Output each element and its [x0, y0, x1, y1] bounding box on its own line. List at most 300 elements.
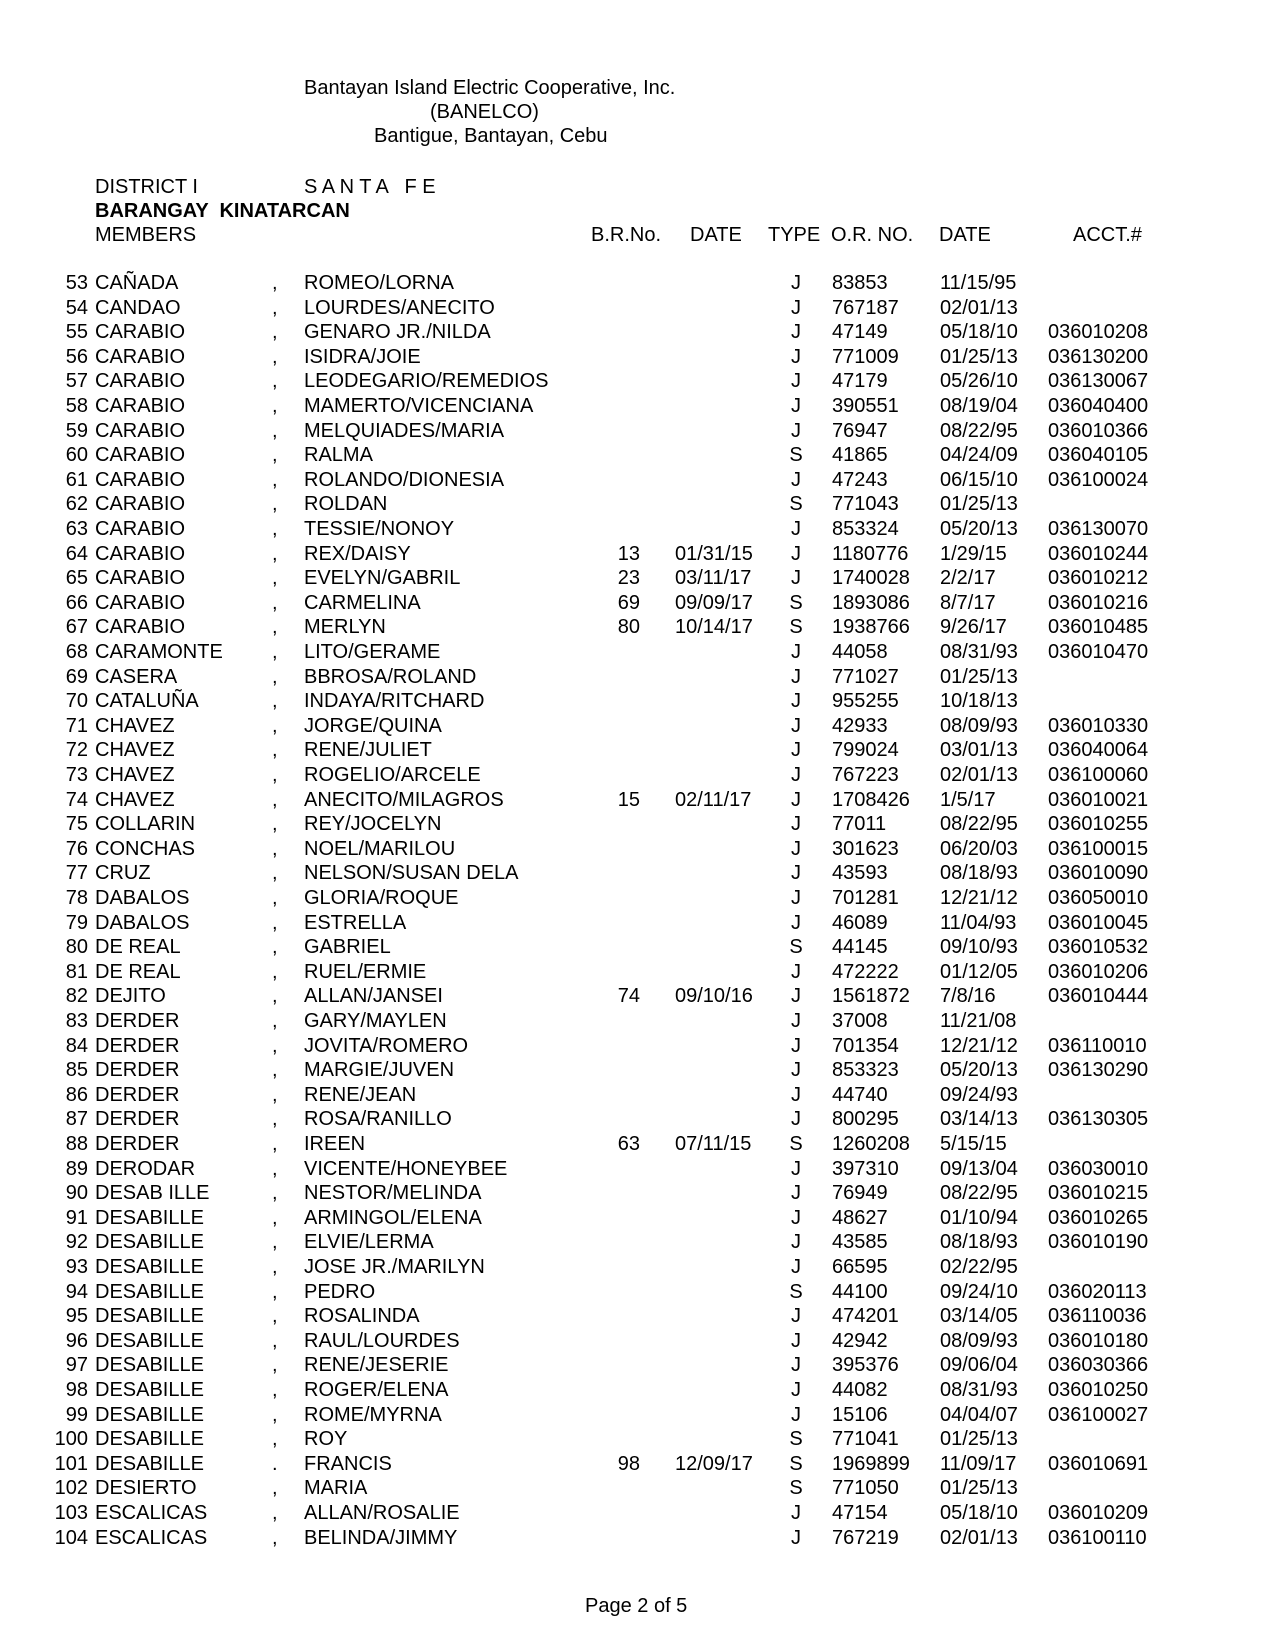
separator: , [272, 1526, 278, 1549]
member-type: J [791, 1526, 801, 1549]
row-number: 84 [65, 1034, 88, 1057]
member-type: J [791, 1083, 801, 1106]
account-number: 036010366 [1048, 419, 1149, 442]
member-type: S [789, 493, 803, 516]
row-number: 86 [65, 1083, 88, 1106]
last-name: DESABILLE [95, 1354, 204, 1377]
first-names: MARGIE/JUVEN [304, 1059, 455, 1082]
first-names: GENARO JR./NILDA [304, 321, 491, 344]
account-number: 036010470 [1048, 641, 1149, 663]
or-date: 5/15/15 [940, 1133, 1007, 1155]
or-number: 66595 [832, 1256, 888, 1278]
or-date: 08/09/93 [940, 714, 1018, 737]
account-number: 036010180 [1048, 1329, 1149, 1352]
separator: , [272, 837, 278, 860]
or-date: 05/18/10 [940, 1502, 1018, 1524]
separator: , [272, 321, 278, 344]
member-type: J [791, 1305, 801, 1328]
member-type: S [789, 616, 803, 639]
first-names: ESTRELLA [304, 911, 407, 934]
row-number: 57 [65, 370, 88, 393]
member-type: J [791, 1108, 801, 1131]
or-number: 47154 [832, 1502, 888, 1524]
last-name: CARABIO [95, 345, 186, 368]
or-number: 44145 [832, 936, 888, 959]
or-number: 1561872 [832, 985, 910, 1008]
row-number: 102 [54, 1477, 88, 1500]
table-row [0, 1304, 1275, 1328]
member-type: J [791, 985, 801, 1008]
member-type: J [791, 1379, 801, 1401]
account-number: 036130200 [1048, 345, 1149, 368]
separator: , [272, 1157, 278, 1180]
col-type: TYPE [768, 224, 821, 246]
table-row [0, 1353, 1275, 1377]
first-names: LEODEGARIO/REMEDIOS [304, 370, 549, 393]
first-names: ROME/MYRNA [304, 1403, 442, 1426]
first-names: ISIDRA/JOIE [304, 345, 421, 368]
row-number: 54 [65, 296, 88, 319]
or-number: 853323 [832, 1059, 899, 1082]
separator: , [272, 1133, 278, 1155]
account-number: 036010255 [1048, 813, 1149, 836]
table-row [0, 369, 1275, 393]
or-number: 1260208 [832, 1133, 910, 1155]
last-name: DERDER [95, 1108, 180, 1131]
table-row [0, 296, 1275, 320]
last-name: CARABIO [95, 395, 186, 417]
last-name: DESABILLE [95, 1452, 204, 1475]
member-type: J [791, 690, 801, 713]
or-date: 01/25/13 [940, 1477, 1018, 1500]
member-type: J [791, 1206, 801, 1229]
member-type: J [791, 887, 801, 909]
separator: , [272, 395, 278, 417]
or-number: 800295 [832, 1108, 899, 1131]
row-number: 72 [65, 739, 88, 762]
or-number: 47243 [832, 468, 888, 491]
first-names: GARY/MAYLEN [304, 1010, 447, 1032]
first-names: BELINDA/JIMMY [304, 1526, 458, 1549]
member-type: S [789, 936, 803, 959]
table-row [0, 542, 1275, 566]
or-date: 8/7/17 [940, 591, 996, 614]
last-name: DERDER [95, 1133, 180, 1155]
first-names: JOSE JR./MARILYN [304, 1256, 485, 1278]
member-type: J [791, 272, 801, 294]
or-date: 05/26/10 [940, 370, 1018, 393]
separator: , [272, 296, 278, 319]
row-number: 95 [65, 1305, 88, 1328]
first-names: ROSALINDA [304, 1305, 420, 1328]
first-names: REY/JOCELYN [304, 813, 442, 836]
member-type: J [791, 1182, 801, 1205]
member-type: S [789, 1133, 803, 1155]
or-number: 771009 [832, 345, 899, 368]
row-number: 104 [54, 1526, 88, 1549]
table-row [0, 468, 1275, 492]
or-number: 1740028 [832, 567, 910, 590]
or-number: 767223 [832, 764, 899, 786]
last-name: CHAVEZ [95, 714, 175, 737]
or-date: 09/13/04 [940, 1157, 1018, 1180]
last-name: DESABILLE [95, 1305, 204, 1328]
row-number: 103 [54, 1502, 88, 1524]
table-row [0, 640, 1275, 664]
last-name: DERDER [95, 1034, 180, 1057]
last-name: ESCALICAS [95, 1526, 208, 1549]
account-number: 036010265 [1048, 1206, 1149, 1229]
or-date: 11/09/17 [940, 1452, 1017, 1475]
separator: . [272, 1452, 278, 1475]
separator: , [272, 1010, 278, 1032]
first-names: RENE/JEAN [304, 1083, 417, 1106]
member-type: J [791, 1403, 801, 1426]
br-date: 09/09/17 [675, 591, 753, 614]
col-members: MEMBERS [95, 224, 197, 246]
last-name: CAÑADA [95, 272, 179, 294]
br-date: 01/31/15 [675, 542, 753, 565]
table-row [0, 861, 1275, 885]
separator: , [272, 1034, 278, 1057]
separator: , [272, 739, 278, 762]
account-number: 036010021 [1048, 788, 1149, 811]
or-date: 08/19/04 [940, 395, 1018, 417]
or-date: 08/31/93 [940, 1379, 1018, 1401]
municipality-label: S A N T A F E [304, 176, 436, 198]
last-name: DESABILLE [95, 1280, 204, 1303]
member-type: J [791, 788, 801, 811]
or-date: 08/18/93 [940, 1231, 1018, 1254]
or-date: 01/10/94 [940, 1206, 1018, 1229]
member-type: J [791, 911, 801, 934]
last-name: DE REAL [95, 960, 181, 983]
first-names: ROSA/RANILLO [304, 1108, 452, 1131]
first-names: LOURDES/ANECITO [304, 296, 495, 319]
separator: , [272, 1059, 278, 1082]
first-names: IREEN [304, 1133, 366, 1155]
last-name: DESIERTO [95, 1477, 197, 1500]
separator: , [272, 1206, 278, 1229]
or-number: 47179 [832, 370, 888, 393]
last-name: CARABIO [95, 518, 186, 540]
or-number: 44058 [832, 641, 888, 663]
or-number: 47149 [832, 321, 888, 344]
row-number: 98 [65, 1379, 88, 1401]
table-row [0, 345, 1275, 369]
table-row [0, 1034, 1275, 1058]
separator: , [272, 1379, 278, 1401]
member-type: J [791, 1059, 801, 1082]
table-row [0, 320, 1275, 344]
first-names: EVELYN/GABRIL [304, 567, 461, 590]
account-number: 036100027 [1048, 1403, 1149, 1426]
or-number: 301623 [832, 837, 899, 860]
table-row [0, 1206, 1275, 1230]
separator: , [272, 813, 278, 836]
separator: , [272, 690, 278, 713]
last-name: CONCHAS [95, 837, 196, 860]
br-date: 07/11/15 [675, 1133, 752, 1155]
member-type: J [791, 1034, 801, 1057]
separator: , [272, 1354, 278, 1377]
account-number: 036130067 [1048, 370, 1149, 393]
or-number: 771050 [832, 1477, 899, 1500]
first-names: NELSON/SUSAN DELA [304, 862, 519, 885]
separator: , [272, 493, 278, 516]
separator: , [272, 518, 278, 540]
or-date: 01/25/13 [940, 493, 1018, 516]
row-number: 99 [65, 1403, 88, 1426]
separator: , [272, 1083, 278, 1106]
account-number: 036020113 [1048, 1280, 1147, 1303]
table-row [0, 394, 1275, 418]
account-number: 036010045 [1048, 911, 1149, 934]
row-number: 100 [54, 1428, 88, 1451]
last-name: CARABIO [95, 567, 186, 590]
or-number: 397310 [832, 1157, 899, 1180]
or-number: 799024 [832, 739, 899, 762]
separator: , [272, 1108, 278, 1131]
barangay-label: BARANGAY KINATARCAN [95, 200, 350, 222]
br-number: 63 [617, 1133, 640, 1155]
table-row [0, 738, 1275, 762]
member-type: J [791, 1256, 801, 1278]
separator: , [272, 567, 278, 590]
or-number: 83853 [832, 272, 888, 294]
member-type: S [789, 591, 803, 614]
account-number: 036100015 [1048, 837, 1149, 860]
row-number: 83 [65, 1010, 88, 1032]
row-number: 63 [65, 518, 88, 540]
org-abbreviation: (BANELCO) [430, 101, 539, 123]
last-name: DERDER [95, 1010, 180, 1032]
account-number: 036110036 [1048, 1305, 1147, 1328]
row-number: 93 [65, 1256, 88, 1278]
table-row [0, 960, 1275, 984]
table-row [0, 591, 1275, 615]
br-number: 74 [617, 985, 640, 1008]
member-type: S [789, 1452, 803, 1475]
table-row [0, 984, 1275, 1008]
account-number: 036130305 [1048, 1108, 1149, 1131]
or-date: 09/06/04 [940, 1354, 1018, 1377]
row-number: 92 [65, 1231, 88, 1254]
last-name: CHAVEZ [95, 788, 175, 811]
or-number: 44100 [832, 1280, 888, 1303]
table-row [0, 763, 1275, 787]
first-names: LITO/GERAME [304, 641, 441, 663]
or-date: 01/12/05 [940, 960, 1018, 983]
row-number: 60 [65, 444, 88, 467]
first-names: ROY [304, 1428, 348, 1451]
first-names: ROLDAN [304, 493, 388, 516]
col-or-no: O.R. NO. [831, 224, 914, 246]
last-name: DESABILLE [95, 1329, 204, 1352]
separator: , [272, 665, 278, 688]
br-number: 13 [617, 542, 640, 565]
first-names: REX/DAISY [304, 542, 411, 565]
member-type: J [791, 1354, 801, 1377]
row-number: 69 [65, 665, 88, 688]
member-type: J [791, 542, 801, 565]
or-number: 1708426 [832, 788, 910, 811]
or-date: 01/25/13 [940, 665, 1018, 688]
account-number: 036010215 [1048, 1182, 1149, 1205]
last-name: DESABILLE [95, 1403, 204, 1426]
first-names: TESSIE/NONOY [304, 518, 455, 540]
separator: , [272, 1329, 278, 1352]
last-name: DERODAR [95, 1157, 196, 1180]
separator: , [272, 1305, 278, 1328]
first-names: MERLYN [304, 616, 386, 639]
or-date: 09/24/10 [940, 1280, 1018, 1303]
row-number: 77 [65, 862, 88, 885]
member-type: J [791, 518, 801, 540]
account-number: 036010090 [1048, 862, 1149, 885]
row-number: 66 [65, 591, 88, 614]
last-name: CARABIO [95, 493, 186, 516]
account-number: 036010485 [1048, 616, 1149, 639]
first-names: ANECITO/MILAGROS [304, 788, 504, 811]
row-number: 87 [65, 1108, 88, 1131]
first-names: FRANCIS [304, 1452, 392, 1475]
row-number: 68 [65, 641, 88, 663]
member-type: J [791, 1329, 801, 1352]
table-row [0, 1058, 1275, 1082]
last-name: CARABIO [95, 370, 186, 393]
last-name: CARABIO [95, 419, 186, 442]
or-number: 77011 [832, 813, 887, 836]
or-number: 43593 [832, 862, 888, 885]
or-date: 03/01/13 [940, 739, 1018, 762]
or-number: 43585 [832, 1231, 888, 1254]
account-number: 036010444 [1048, 985, 1149, 1008]
separator: , [272, 764, 278, 786]
or-date: 02/01/13 [940, 764, 1018, 786]
member-type: J [791, 395, 801, 417]
or-date: 01/25/13 [940, 1428, 1018, 1451]
or-date: 06/20/03 [940, 837, 1018, 860]
separator: , [272, 788, 278, 811]
or-number: 767219 [832, 1526, 899, 1549]
or-date: 02/01/13 [940, 296, 1018, 319]
row-number: 56 [65, 345, 88, 368]
table-row [0, 837, 1275, 861]
table-row [0, 886, 1275, 910]
row-number: 53 [65, 272, 88, 294]
table-row [0, 788, 1275, 812]
account-number: 036040400 [1048, 395, 1149, 417]
table-row [0, 665, 1275, 689]
last-name: DESABILLE [95, 1256, 204, 1278]
or-number: 76947 [832, 419, 888, 442]
separator: , [272, 1502, 278, 1524]
account-number: 036010190 [1048, 1231, 1149, 1254]
last-name: DESABILLE [95, 1428, 204, 1451]
member-type: J [791, 1231, 801, 1254]
br-date: 09/10/16 [675, 985, 753, 1008]
or-number: 395376 [832, 1354, 899, 1377]
or-date: 08/22/95 [940, 813, 1018, 836]
account-number: 036010244 [1048, 542, 1149, 565]
member-type: S [789, 1280, 803, 1303]
row-number: 90 [65, 1182, 88, 1205]
last-name: CASERA [95, 665, 178, 688]
or-number: 1893086 [832, 591, 910, 614]
last-name: CHAVEZ [95, 764, 175, 786]
first-names: CARMELINA [304, 591, 421, 614]
or-number: 48627 [832, 1206, 888, 1229]
account-number: 036040064 [1048, 739, 1149, 762]
member-type: J [791, 567, 801, 590]
table-row [0, 1083, 1275, 1107]
table-row [0, 1403, 1275, 1427]
or-date: 08/18/93 [940, 862, 1018, 885]
table-row [0, 1526, 1275, 1550]
last-name: DESABILLE [95, 1206, 204, 1229]
account-number: 036010206 [1048, 960, 1149, 983]
col-date: DATE [690, 224, 742, 246]
or-date: 08/09/93 [940, 1329, 1018, 1352]
row-number: 81 [65, 960, 88, 983]
table-row [0, 1230, 1275, 1254]
row-number: 85 [65, 1059, 88, 1082]
first-names: JORGE/QUINA [304, 714, 442, 737]
member-type: J [791, 468, 801, 491]
member-type: J [791, 641, 801, 663]
account-number: 036010209 [1048, 1502, 1149, 1524]
or-number: 474201 [832, 1305, 899, 1328]
or-number: 701281 [832, 887, 899, 909]
table-row [0, 271, 1275, 295]
first-names: ROGELIO/ARCELE [304, 764, 481, 786]
table-row [0, 812, 1275, 836]
first-names: NOEL/MARILOU [304, 837, 456, 860]
row-number: 64 [65, 542, 88, 565]
or-number: 472222 [832, 960, 899, 983]
row-number: 58 [65, 395, 88, 417]
row-number: 80 [65, 936, 88, 959]
or-number: 42942 [832, 1329, 888, 1352]
or-date: 04/24/09 [940, 444, 1018, 467]
separator: , [272, 345, 278, 368]
or-number: 767187 [832, 296, 899, 319]
first-names: BBROSA/ROLAND [304, 665, 477, 688]
account-number: 036030366 [1048, 1354, 1149, 1377]
table-row [0, 689, 1275, 713]
first-names: NESTOR/MELINDA [304, 1182, 482, 1205]
separator: , [272, 714, 278, 737]
separator: , [272, 272, 278, 294]
or-number: 1180776 [832, 542, 909, 565]
or-number: 1969899 [832, 1452, 910, 1475]
first-names: ROGER/ELENA [304, 1379, 449, 1401]
or-date: 09/10/93 [940, 936, 1018, 959]
br-date: 02/11/17 [675, 788, 752, 811]
account-number: 036010216 [1048, 591, 1149, 614]
separator: , [272, 591, 278, 614]
row-number: 74 [65, 788, 88, 811]
account-number: 036100110 [1048, 1526, 1147, 1549]
member-type: J [791, 739, 801, 762]
col-date2: DATE [939, 224, 991, 246]
member-type: J [791, 296, 801, 319]
row-number: 71 [65, 714, 88, 737]
table-row [0, 615, 1275, 639]
member-type: J [791, 665, 801, 688]
last-name: ESCALICAS [95, 1502, 208, 1524]
